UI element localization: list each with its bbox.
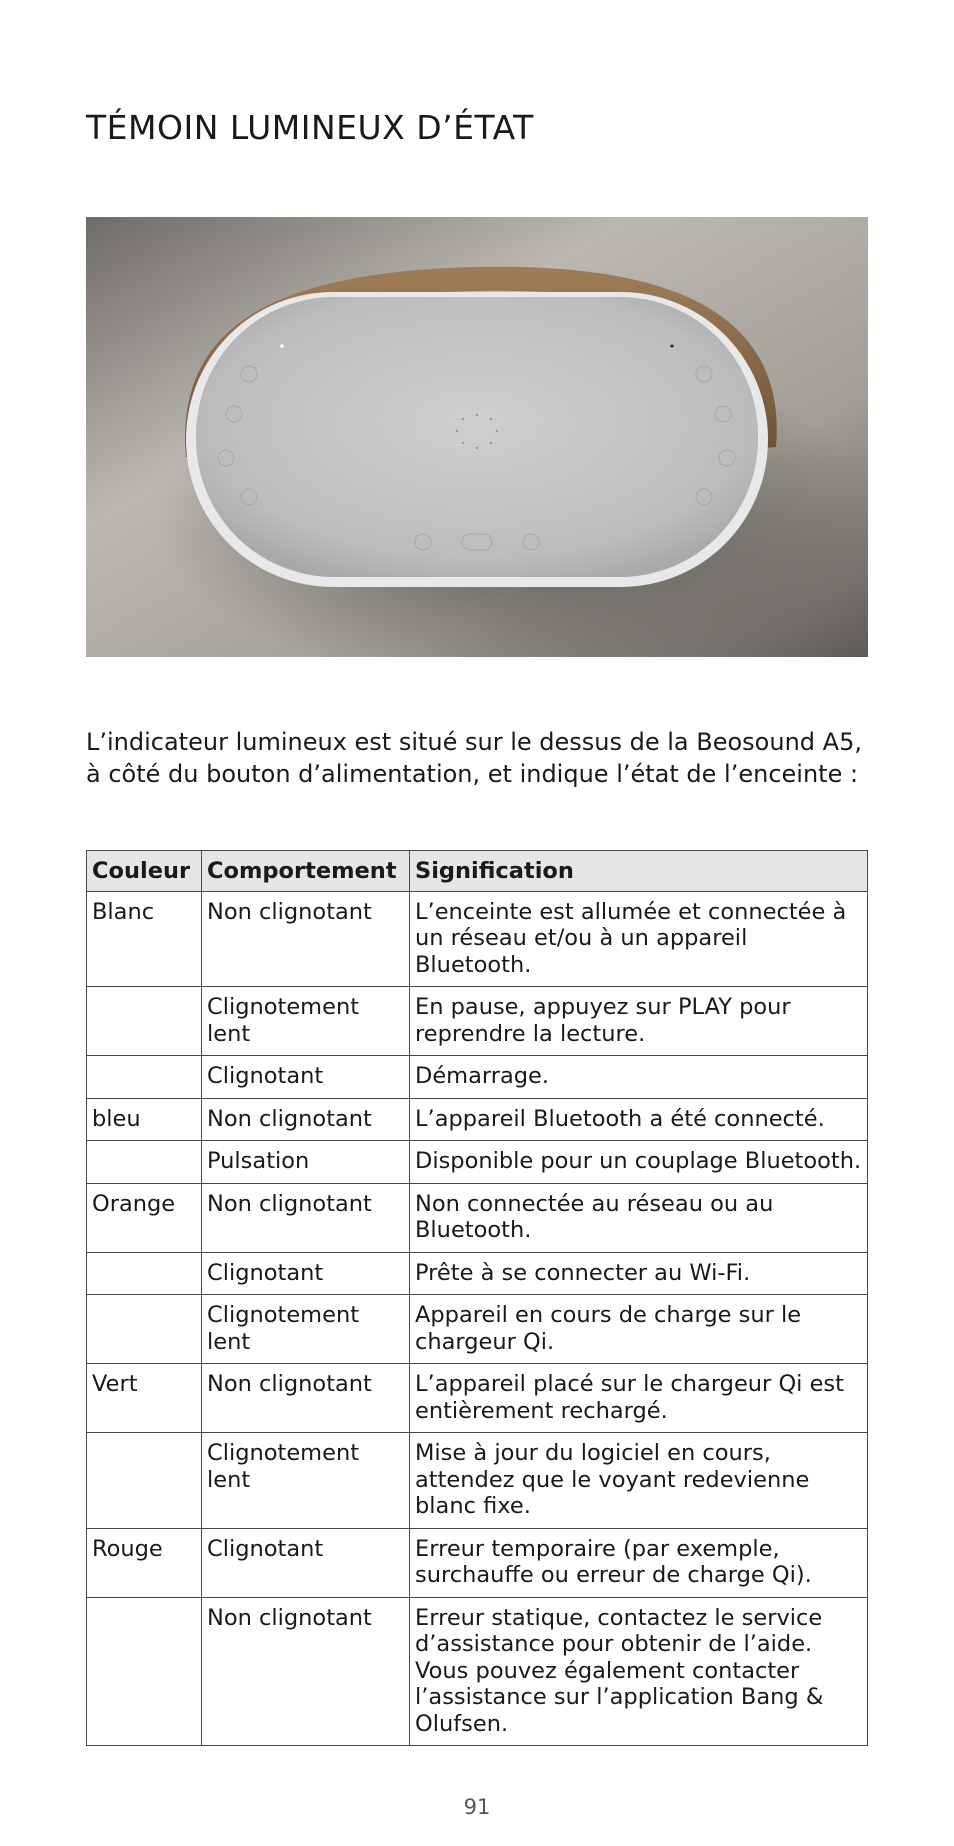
table-row: [87, 1098, 868, 1141]
table-row: [87, 1433, 868, 1529]
status-light-table: [86, 850, 868, 1746]
cell-behavior: Pulsation: [202, 1141, 410, 1184]
cell-meaning: L’appareil Bluetooth a été connecté.: [410, 1098, 868, 1141]
table-row: [87, 1183, 868, 1252]
table-row: [87, 1295, 868, 1364]
cell-behavior: Clignotant: [202, 1252, 410, 1295]
cell-color: Vert: [87, 1364, 202, 1433]
table-row: [87, 987, 868, 1056]
cell-meaning: Appareil en cours de charge sur le chargeur Qi.: [410, 1295, 868, 1364]
cell-meaning: L’appareil placé sur le chargeur Qi est entièrement rechargé.: [410, 1364, 868, 1433]
cell-color: [87, 1295, 202, 1364]
speaker-illustration: [86, 217, 868, 657]
cell-color: [87, 1433, 202, 1529]
status-led: [280, 344, 284, 348]
cell-behavior: Clignotement lent: [202, 987, 410, 1056]
cell-behavior: Non clignotant: [202, 1364, 410, 1433]
cell-color: bleu: [87, 1098, 202, 1141]
page-title: TÉMOIN LUMINEUX D’ÉTAT: [86, 108, 534, 147]
cell-color: [87, 1141, 202, 1184]
cell-meaning: Démarrage.: [410, 1056, 868, 1099]
cell-color: [87, 987, 202, 1056]
table-row: [87, 1597, 868, 1746]
speaker-photo: [86, 217, 868, 657]
cell-behavior: Non clignotant: [202, 891, 410, 987]
cell-color: Rouge: [87, 1528, 202, 1597]
table-row: [87, 891, 868, 987]
cell-behavior: Clignotement lent: [202, 1295, 410, 1364]
cell-behavior: Non clignotant: [202, 1183, 410, 1252]
cell-meaning: Prête à se connecter au Wi-Fi.: [410, 1252, 868, 1295]
header-meaning: Signification: [410, 851, 868, 892]
cell-meaning: Erreur temporaire (par exemple, surchauffe ou erreur de charge Qi).: [410, 1528, 868, 1597]
table-row: [87, 1141, 868, 1184]
header-behavior: Comportement: [202, 851, 410, 892]
cell-color: [87, 1056, 202, 1099]
cell-behavior: Non clignotant: [202, 1098, 410, 1141]
table-row: [87, 1252, 868, 1295]
cell-behavior: Clignotement lent: [202, 1433, 410, 1529]
header-color: Couleur: [87, 851, 202, 892]
cell-color: [87, 1252, 202, 1295]
cell-behavior: Clignotant: [202, 1056, 410, 1099]
cell-meaning: En pause, appuyez sur PLAY pour reprendre la lecture.: [410, 987, 868, 1056]
page-number: 91: [463, 1795, 491, 1819]
cell-color: Orange: [87, 1183, 202, 1252]
cell-meaning: Mise à jour du logiciel en cours, attendez que le voyant redevienne blanc fixe.: [410, 1433, 868, 1529]
cell-meaning: Disponible pour un couplage Bluetooth.: [410, 1141, 868, 1184]
cell-behavior: Non clignotant: [202, 1597, 410, 1746]
table-row: [87, 1364, 868, 1433]
cell-meaning: L’enceinte est allumée et connectée à un réseau et/ou à un appareil Bluetooth.: [410, 891, 868, 987]
cell-meaning: Non connectée au réseau ou au Bluetooth.: [410, 1183, 868, 1252]
cell-behavior: Clignotant: [202, 1528, 410, 1597]
table-row: [87, 1528, 868, 1597]
intro-paragraph: L’indicateur lumineux est situé sur le dessus de la Beosound A5, à côté du bouton d’alimentation, et indique l’état de l’enceinte :: [86, 728, 862, 788]
cell-color: Blanc: [87, 891, 202, 987]
table-row: [87, 1056, 868, 1099]
cell-color: [87, 1597, 202, 1746]
table-header-row: [87, 851, 868, 892]
cell-meaning: Erreur statique, contactez le service d’assistance pour obtenir de l’aide. Vous pouvez également contacter l’assistance sur l’application Bang & Olufsen.: [410, 1597, 868, 1746]
